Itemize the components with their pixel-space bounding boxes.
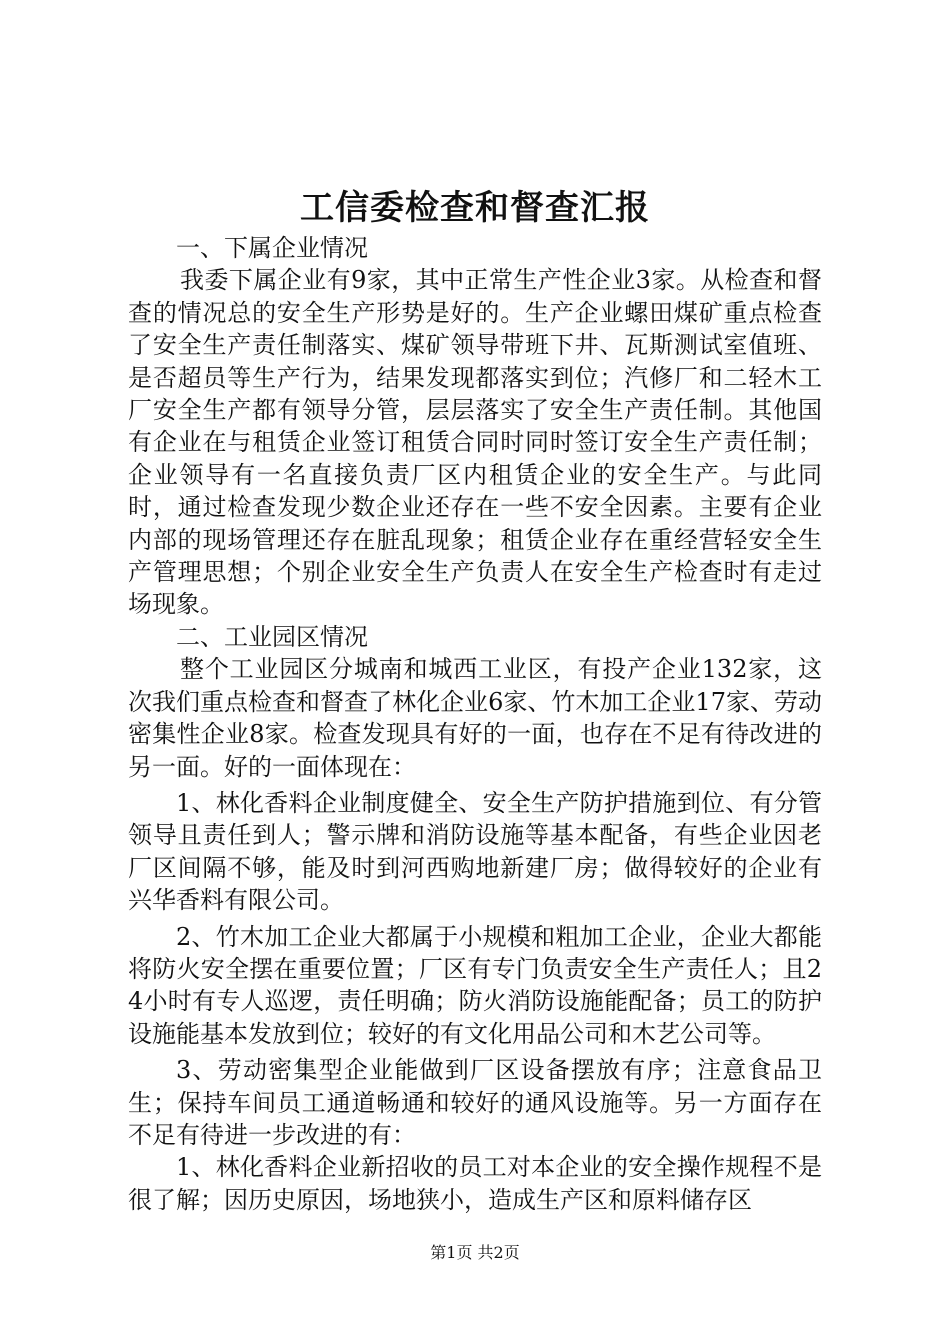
section-2-item-2: 2、竹木加工企业大都属于小规模和粗加工企业，企业大都能将防火安全摆在重要位置；厂区有专门负责安全生产责任人；且24小时有专人巡逻，责任明确；防火消防设施能配备；员工的防护设施能基本发放到位；较好的有文化用品公司和木艺公司等。 bbox=[128, 922, 822, 1048]
document-body bbox=[128, 232, 822, 1216]
page-footer: 第1页 共2页 bbox=[430, 1243, 520, 1262]
section-2-paragraph-1: 整个工业园区分城南和城西工业区，有投产企业132家，这次我们重点检查和督查了林化企业6家、竹木加工企业17家、劳动密集性企业8家。检查发现具有好的一面，也存在不足有待改进的另一面。好的一面体现在： bbox=[128, 655, 822, 781]
section-1-paragraph-1: 我委下属企业有9家，其中正常生产性企业3家。从检查和督查的情况总的安全生产形势是好的。生产企业螺田煤矿重点检查了安全生产责任制落实、煤矿领导带班下井、瓦斯测试室值班、是否超员等生产行为，结果发现都落实到位；汽修厂和二轻木工厂安全生产都有领导分管，层层落实了安全生产责任制。其他国有企业在与租赁企业签订租赁合同时同时签订安全生产责任制；企业领导有一名直接负责厂区内租赁企业的安全生产。与此同时，通过检查发现少数企业还存在一些不安全因素。主要有企业内部的现场管理还存在脏乱现象；租赁企业存在重经营轻安全生产管理思想；个别企业安全生产负责人在安全生产检查时有走过场现象。 bbox=[128, 266, 822, 619]
section-2-item-3: 3、劳动密集型企业能做到厂区设备摆放有序；注意食品卫生；保持车间员工通道畅通和较好的通风设施等。另一方面存在不足有待进一步改进的有： bbox=[128, 1056, 822, 1149]
section-heading-2: 二、工业园区情况 bbox=[176, 622, 368, 651]
document-title: 工信委检查和督查汇报 bbox=[300, 188, 650, 228]
section-heading-1: 一、下属企业情况 bbox=[176, 234, 368, 262]
section-2-item-4: 1、林化香料企业新招收的员工对本企业的安全操作规程不是很了解；因历史原因，场地狭小，造成生产区和原料储存区 bbox=[128, 1153, 822, 1214]
section-2-item-1: 1、林化香料企业制度健全、安全生产防护措施到位、有分管领导且责任到人；警示牌和消防设施等基本配备，有些企业因老厂区间隔不够，能及时到河西购地新建厂房；做得较好的企业有兴华香料有限公司。 bbox=[128, 788, 822, 915]
